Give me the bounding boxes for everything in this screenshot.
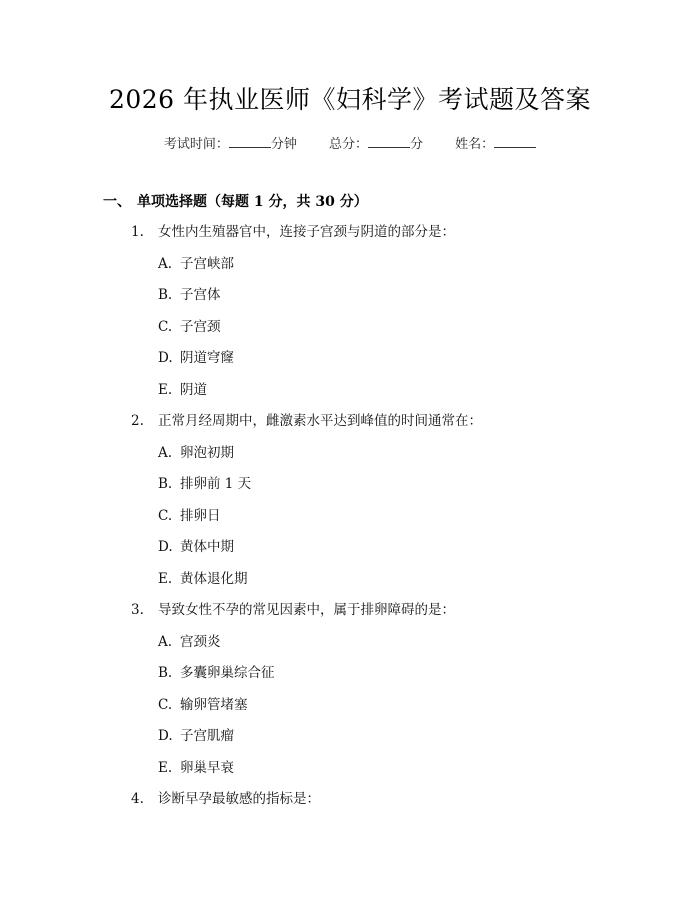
answer-option (0, 442, 700, 474)
answer-option (0, 725, 700, 757)
option-label: D. (158, 350, 173, 366)
option-label: C. (158, 507, 173, 524)
answer-option (0, 662, 700, 694)
answer-option (0, 379, 700, 411)
option-text: 排卵前 1 天 (180, 476, 252, 492)
answer-option (0, 347, 700, 379)
option-text: 宫颈炎 (180, 633, 221, 650)
option-label: B. (158, 476, 173, 492)
option-label: D. (158, 539, 173, 555)
total-score-blank (368, 135, 410, 148)
question-text: 导致女性不孕的常见因素中，属于排卵障碍的是： (158, 602, 455, 618)
option-text: 黄体退化期 (180, 570, 248, 587)
question (0, 221, 700, 253)
question (0, 599, 700, 631)
answer-option (0, 316, 700, 348)
question-text: 诊断早孕最敏感的指标是： (158, 791, 320, 807)
option-text: 阴道穹窿 (180, 350, 234, 366)
name-label: 姓名： (455, 137, 495, 152)
exam-time-label: 考试时间： (163, 137, 229, 152)
option-text: 输卵管堵塞 (180, 696, 248, 713)
section-title: 单项选择题（每题 1 分，共 30 分） (137, 194, 368, 210)
option-text: 多囊卵巢综合征 (180, 665, 275, 681)
question-number: 2. (131, 413, 144, 429)
answer-option (0, 631, 700, 663)
option-label: A. (158, 444, 173, 461)
option-label: E. (158, 381, 173, 398)
option-text: 卵泡初期 (180, 444, 234, 461)
total-score-unit: 分 (410, 137, 424, 152)
option-text: 子宫肌瘤 (180, 728, 234, 744)
answer-option (0, 253, 700, 285)
option-text: 排卵日 (180, 507, 221, 524)
question-text: 正常月经周期中，雌激素水平达到峰值的时间通常在： (158, 413, 482, 429)
option-label: C. (158, 318, 173, 335)
answer-option (0, 284, 700, 316)
name-blank (494, 135, 536, 148)
option-text: 卵巢早衰 (180, 759, 234, 776)
option-label: E. (158, 570, 173, 587)
option-text: 子宫颈 (180, 318, 221, 335)
question-list (0, 221, 700, 820)
total-score-label: 总分： (328, 137, 368, 152)
option-label: B. (158, 665, 173, 681)
answer-option (0, 568, 700, 600)
option-text: 子宫峡部 (180, 255, 234, 272)
option-text: 子宫体 (180, 287, 221, 303)
question-number: 1. (131, 224, 144, 240)
option-label: D. (158, 728, 173, 744)
exam-time-unit: 分钟 (270, 137, 297, 152)
option-label: B. (158, 287, 173, 303)
page-title: 2026 年执业医师《妇科学》考试题及答案 (108, 85, 592, 114)
option-label: A. (158, 633, 173, 650)
option-label: A. (158, 255, 173, 272)
answer-option (0, 757, 700, 789)
option-text: 阴道 (180, 381, 207, 398)
exam-meta (0, 133, 700, 152)
section-number: 一、 (103, 194, 131, 210)
exam-time-field (164, 137, 297, 152)
question (0, 788, 700, 820)
answer-option (0, 473, 700, 505)
question-text: 女性内生殖器官中，连接子宫颈与阴道的部分是： (158, 224, 455, 240)
name-field (455, 137, 536, 152)
section-heading (103, 191, 368, 211)
option-label: C. (158, 696, 173, 713)
question-number: 3. (131, 602, 144, 618)
answer-option (0, 694, 700, 726)
exam-time-blank (229, 135, 271, 148)
option-text: 黄体中期 (180, 539, 234, 555)
answer-option (0, 505, 700, 537)
total-score-field (329, 137, 423, 152)
question (0, 410, 700, 442)
question-number: 4. (131, 791, 144, 807)
option-label: E. (158, 759, 173, 776)
answer-option (0, 536, 700, 568)
